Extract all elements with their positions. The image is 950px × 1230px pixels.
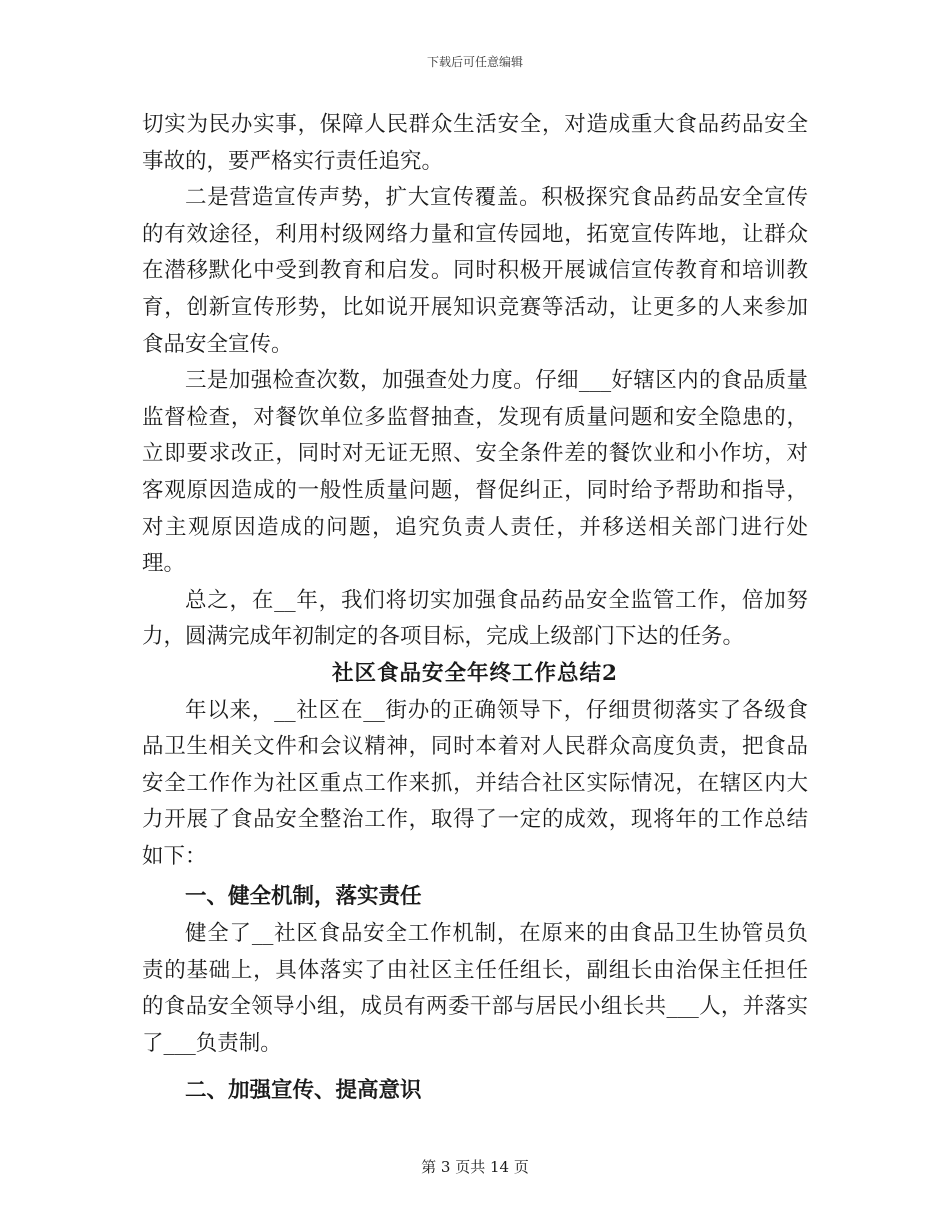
paragraph-inspection: 三是加强检查次数，加强查处力度。仔细___好辖区内的食品质量监督检查，对餐饮单位多监督抽查，发现有质量问题和安全隐患的，立即要求改正，同时对无证无照、安全条件差的餐饮业和小作坊，对客观原因造成的一般性质量问题，督促纠正，同时给予帮助和指导，对主观原因造成的问题，追究负责人责任，并移送相关部门进行处理。 [142,368,808,577]
paragraph-publicity: 二是营造宣传声势，扩大宣传覆盖。积极探究食品药品安全宣传的有效途径，利用村级网络力量和宣传园地，拓宽宣传阵地，让群众在潜移默化中受到教育和启发。同时积极开展诚信宣传教育和培训教育，创新宣传形势，比如说开展知识竞赛等活动，让更多的人来参加食品安全宣传。 [142,185,808,357]
paragraph-mechanism: 健全了__社区食品安全工作机制，在原来的由食品卫生协管员负责的基础上，具体落实了由社区主任任组长，副组长由治保主任担任的食品安全领导小组，成员有两委干部与居民小组长共___人，并落实了___负责制。 [142,921,808,1056]
paragraph-intro: 年以来，__社区在__街办的正确领导下，仔细贯彻落实了各级食品卫生相关文件和会议精神，同时本着对人民群众高度负责，把食品安全工作作为社区重点工作来抓，并结合社区实际情况，在辖区内大力开展了食品安全整治工作，取得了一定的成效，现将年的工作总结如下： [142,697,808,869]
section-title: 社区食品安全年终工作总结2 [332,660,618,686]
paragraph-conclusion: 总之，在__年，我们将切实加强食品药品安全监管工作，倍加努力，圆满完成年初制定的各项目标，完成上级部门下达的任务。 [142,587,808,650]
heading-mechanism: 一、健全机制，落实责任 [185,884,422,910]
page-header: 下载后可任意编辑 [426,55,523,69]
document-body [142,107,808,1110]
page-number: 第 3 页共 14 页 [421,1158,529,1176]
paragraph-continuation: 切实为民办实事，保障人民群众生活安全，对造成重大食品药品安全事故的，要严格实行责任追究。 [142,112,808,174]
heading-publicity: 二、加强宣传、提高意识 [185,1078,422,1104]
